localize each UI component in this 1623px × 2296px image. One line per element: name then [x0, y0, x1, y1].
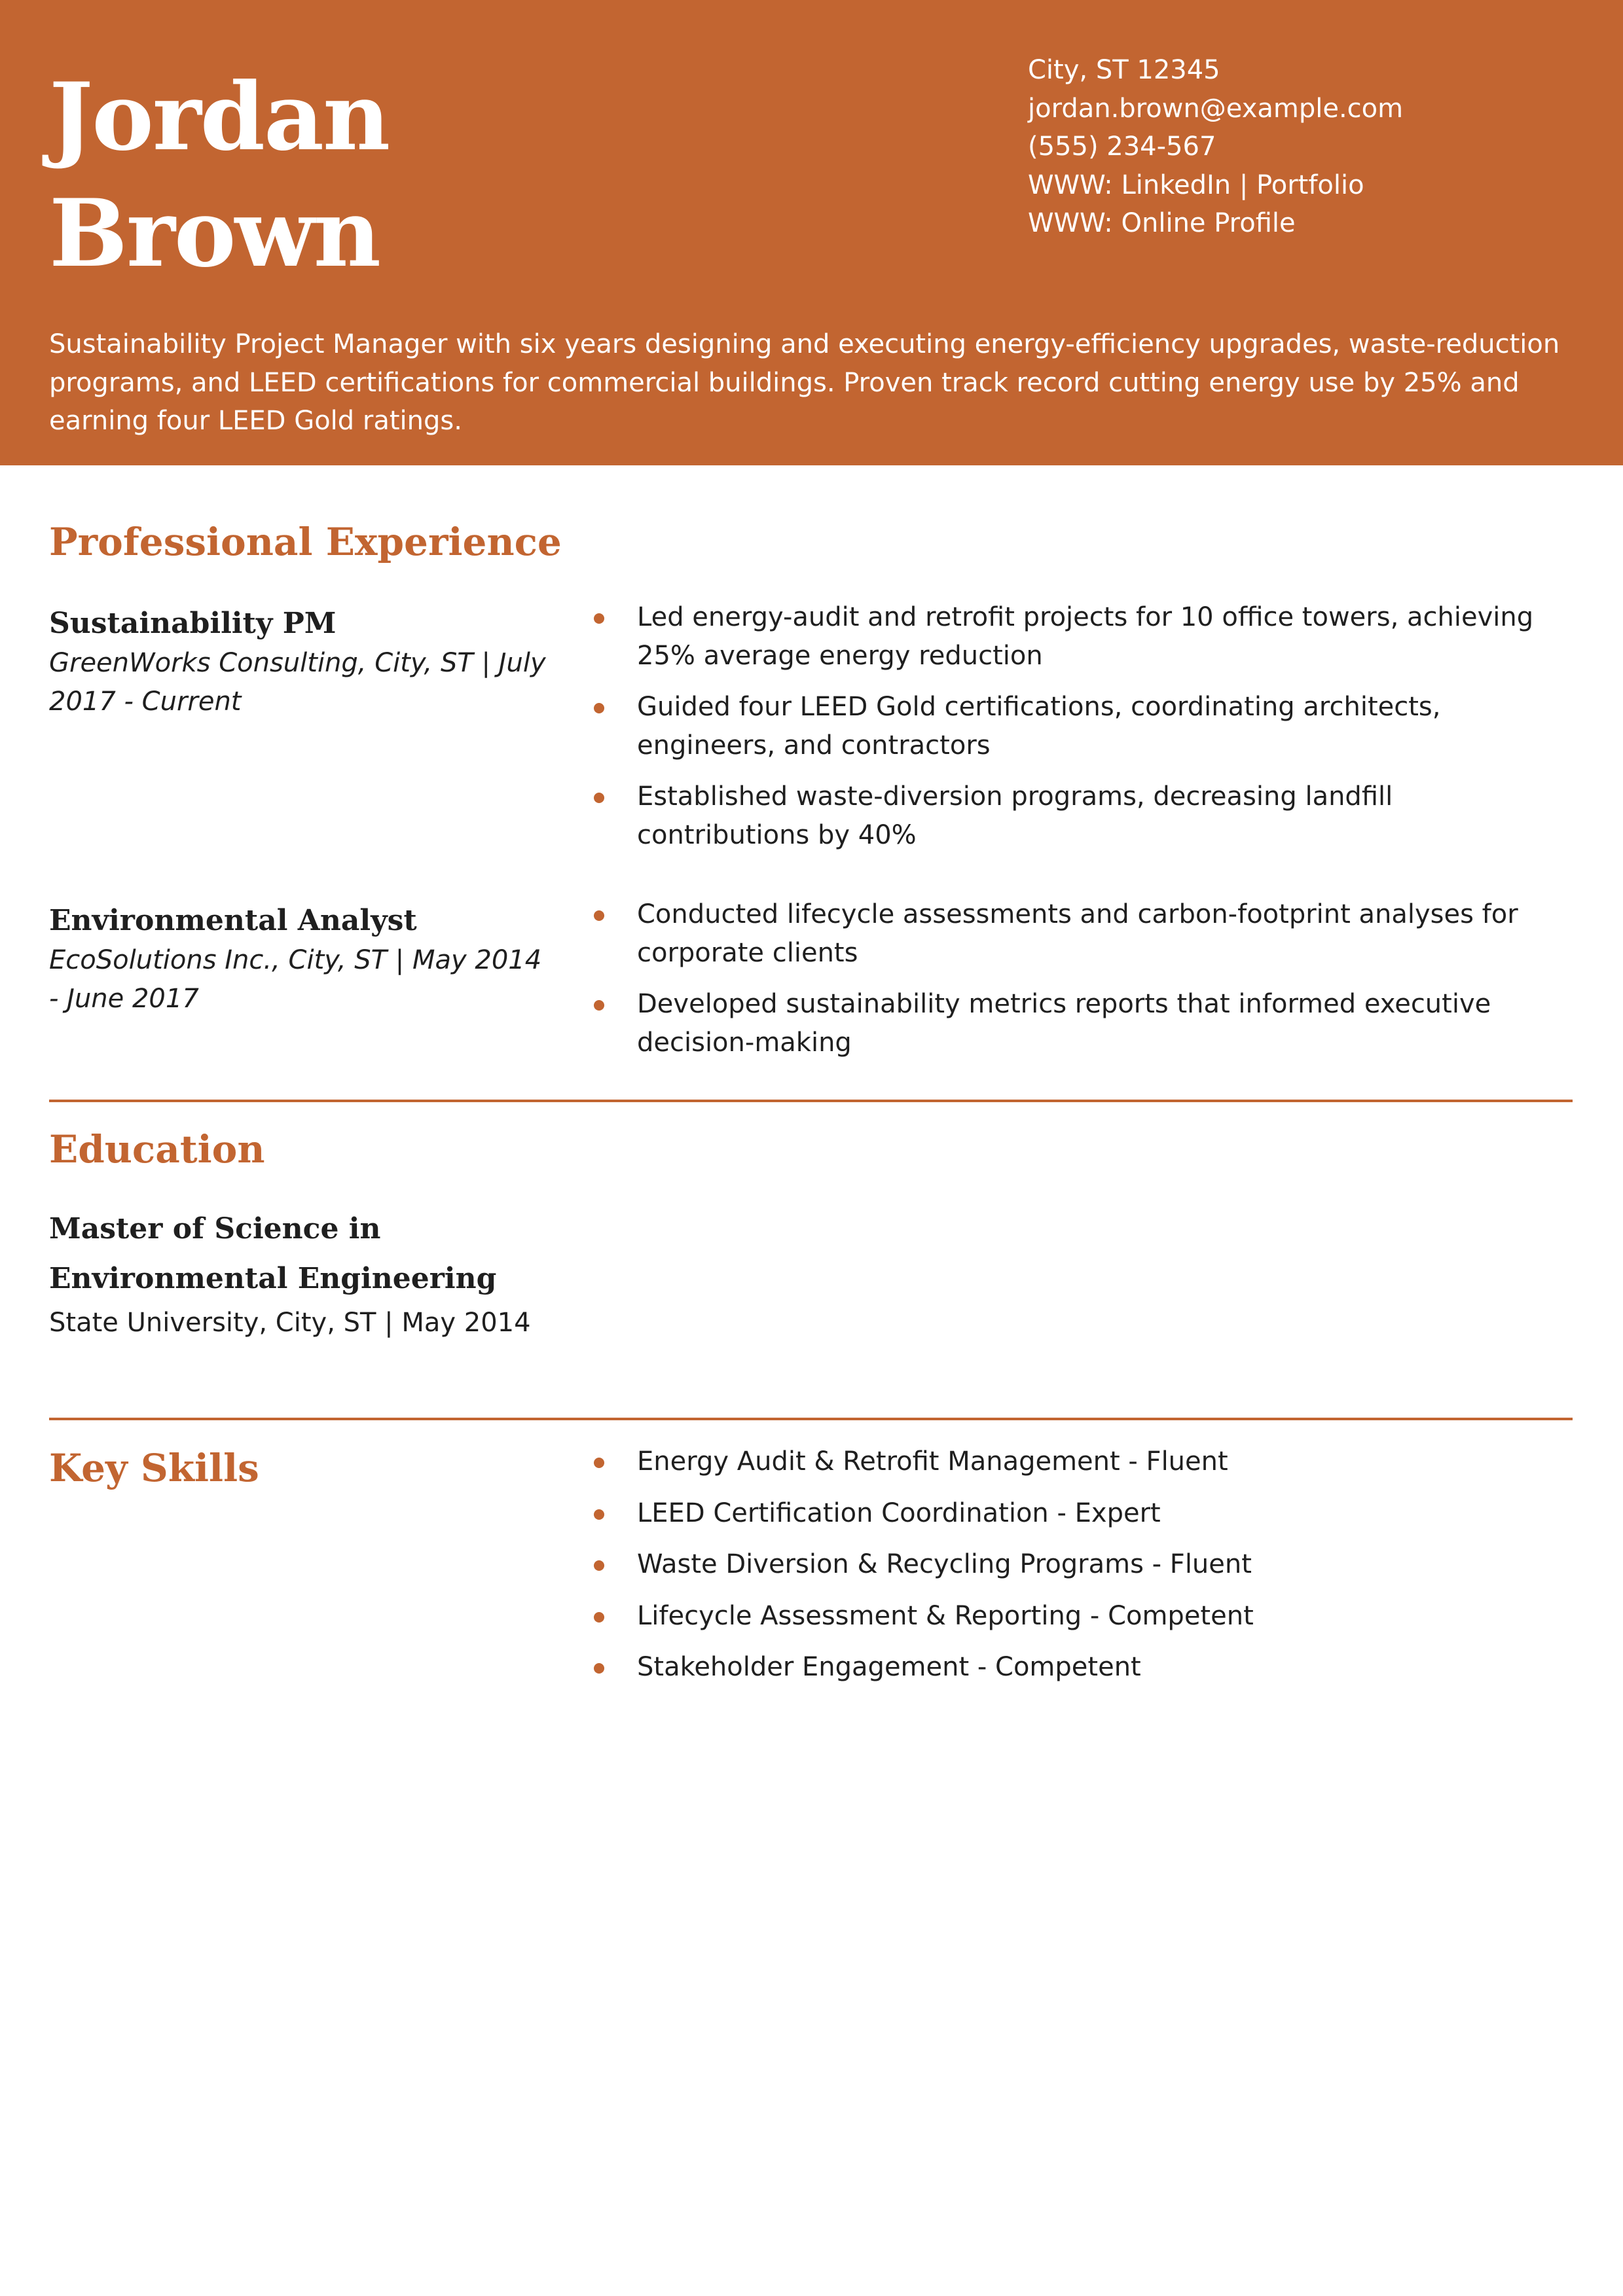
job-2-bullets [591, 895, 1573, 1062]
job-1-title: Sustainability PM [49, 607, 337, 640]
bullet-dot-icon [594, 1458, 604, 1468]
bullet-dot-icon [594, 1663, 604, 1674]
bullet-dot-icon [594, 1000, 604, 1011]
job-2-company-dates: EcoSolutions Inc., City, ST | May 2014 - June 2017 [49, 945, 542, 1014]
bullet-dot-icon [594, 613, 604, 624]
contact-phone: (555) 234-567 [1028, 132, 1216, 162]
skill-item: LEED Certification Coordination - Expert [591, 1494, 1573, 1533]
candidate-name [49, 59, 389, 292]
bullet-dot-icon [594, 910, 604, 921]
job-1-bullets [591, 598, 1573, 854]
education-entry [49, 1204, 547, 1342]
bullet-dot-icon [594, 793, 604, 803]
contact-address: City, ST 12345 [1028, 55, 1220, 85]
skill-item: Stakeholder Engagement - Competent [591, 1648, 1573, 1687]
bullet-dot-icon [594, 1560, 604, 1571]
bullet-dot-icon [594, 1612, 604, 1623]
skill-item: Waste Diversion & Recycling Programs - Fluent [591, 1545, 1573, 1584]
professional-summary: Sustainability Project Manager with six years designing and executing energy-efficiency upgrades, waste-reduction programs, and LEED certifications for commercial buildings. Proven track record cutting energy use by 25% and earning four LEED Gold ratings. [49, 329, 1560, 436]
job-1-header [49, 603, 547, 721]
resume-header [0, 0, 1623, 465]
job-2-bullet: Developed sustainability metrics reports that informed executive decision-making [591, 985, 1573, 1062]
skill-item: Energy Audit & Retrofit Management - Fluent [591, 1443, 1573, 1481]
skills-section-title: Key Skills [49, 1446, 259, 1490]
skills-list [591, 1443, 1573, 1687]
contact-online-profile[interactable]: WWW: Online Profile [1028, 208, 1296, 238]
bullet-dot-icon [594, 1509, 604, 1520]
job-1-bullet: Established waste-diversion programs, decreasing landfill contributions by 40% [591, 778, 1573, 854]
contact-email[interactable]: jordan.brown@example.com [1028, 93, 1404, 124]
job-2-bullet: Conducted lifecycle assessments and carbon-footprint analyses for corporate clients [591, 895, 1573, 972]
section-divider [49, 1418, 1573, 1420]
job-2-title: Environmental Analyst [49, 904, 417, 937]
job-2-header [49, 901, 547, 1018]
job-1-company-dates: GreenWorks Consulting, City, ST | July 2017 - Current [49, 648, 546, 717]
job-1-bullet: Guided four LEED Gold certifications, coordinating architects, engineers, and contractors [591, 688, 1573, 764]
last-name: Brown [49, 179, 380, 288]
school-info: State University, City, ST | May 2014 [49, 1308, 531, 1338]
bullet-dot-icon [594, 703, 604, 713]
experience-section-title: Professional Experience [49, 520, 562, 564]
job-1-bullet: Led energy-audit and retrofit projects for 10 office towers, achieving 25% average energy reduction [591, 598, 1573, 675]
section-divider [49, 1100, 1573, 1102]
contact-web-links[interactable]: WWW: LinkedIn | Portfolio [1028, 170, 1364, 200]
contact-info [1028, 51, 1403, 243]
degree-title: Master of Science in Environmental Engineering [49, 1212, 497, 1295]
skill-item: Lifecycle Assessment & Reporting - Competent [591, 1597, 1573, 1636]
first-name: Jordan [49, 63, 390, 171]
education-section-title: Education [49, 1127, 265, 1172]
